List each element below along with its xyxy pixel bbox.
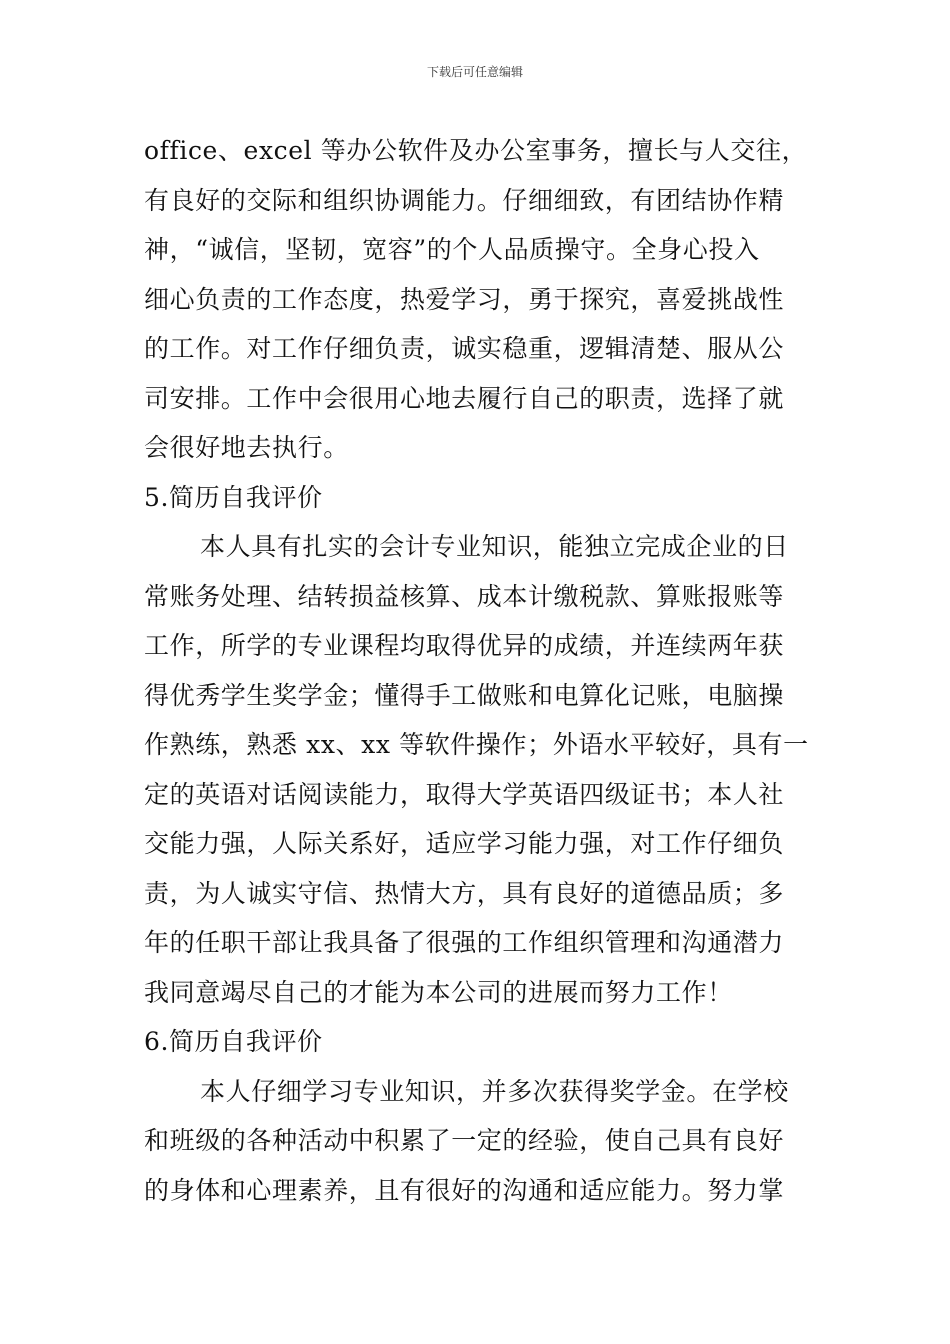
text-line: 常账务处理、结转损益核算、成本计缴税款、算账报账等: [144, 581, 785, 611]
text-line: 的工作。对工作仔细负责，诚实稳重，逻辑清楚、服从公: [144, 334, 785, 363]
text-line: 工作，所学的专业课程均取得优异的成绩，并连续两年获: [144, 631, 785, 660]
text-line: 和班级的各种活动中积累了一定的经验，使自己具有良好: [144, 1126, 785, 1155]
text-line: 交能力强，人际关系好，适应学习能力强，对工作仔细负: [144, 829, 785, 858]
document-body: [144, 126, 809, 1215]
text-line: 定的英语对话阅读能力，取得大学英语四级证书；本人社: [144, 779, 785, 809]
text-line: 司安排。工作中会很用心地去履行自己的职责，选择了就: [144, 383, 785, 413]
text-line: 有良好的交际和组织协调能力。仔细细致，有团结协作精: [144, 185, 785, 215]
section-heading: 5.简历自我评价: [144, 482, 323, 512]
text-line: 我同意竭尽自己的才能为本公司的进展而努力工作！: [144, 977, 733, 1007]
text-line: 细心负责的工作态度，热爱学习，勇于探究，喜爱挑战性: [144, 284, 785, 314]
text-line: 作熟练，熟悉 xx、xx 等软件操作；外语水平较好，具有一: [144, 730, 809, 759]
text-line: office、excel 等办公软件及办公室事务，擅长与人交往，: [144, 136, 808, 165]
page-header: 下载后可任意编辑: [426, 65, 523, 79]
text-line: 神，“诚信，坚韧，宽容”的个人品质操守。全身心投入: [144, 235, 760, 264]
text-line: 的身体和心理素养，且有很好的沟通和适应能力。努力掌: [144, 1175, 785, 1205]
paragraph-first-line: 本人具有扎实的会计专业知识，能独立完成企业的日: [200, 532, 789, 561]
text-line: 年的任职干部让我具备了很强的工作组织管理和沟通潜力: [144, 928, 785, 957]
section-heading: 6.简历自我评价: [144, 1027, 323, 1056]
text-line: 责，为人诚实守信、热情大方，具有良好的道德品质；多: [144, 878, 785, 908]
paragraph-first-line: 本人仔细学习专业知识，并多次获得奖学金。在学校: [200, 1076, 789, 1106]
text-line: 得优秀学生奖学金；懂得手工做账和电算化记账，电脑操: [144, 680, 785, 710]
text-line: 会很好地去执行。: [144, 433, 349, 462]
